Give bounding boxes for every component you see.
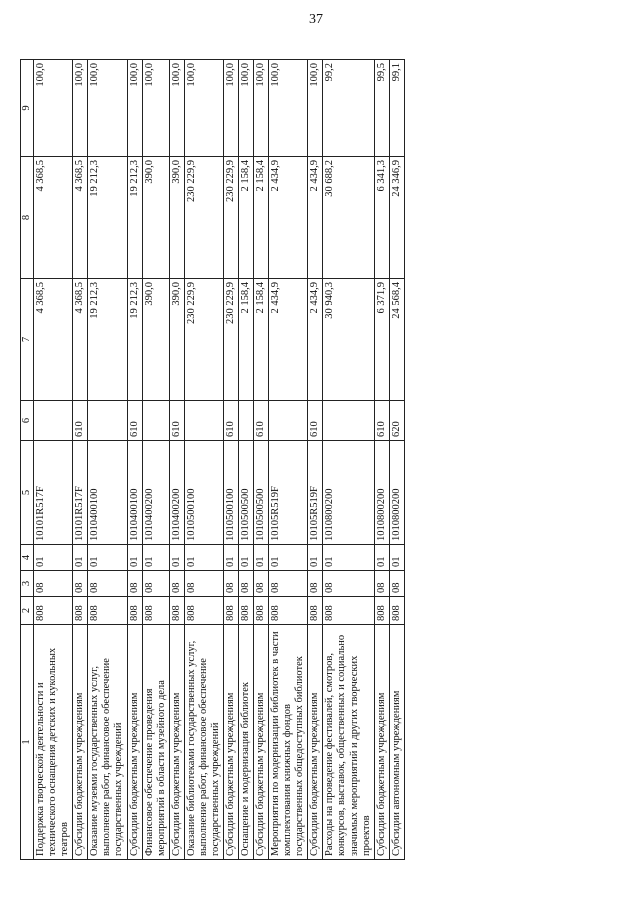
cell-planned: 390,0: [142, 279, 169, 401]
cell-section: 08: [254, 571, 269, 597]
cell-name: Мероприятия по модернизации библиотек в части комплектования книжных фондов государственных общедоступных библиотек: [269, 625, 308, 860]
cell-expense-type: 620: [389, 401, 404, 441]
column-header-4: 4: [21, 545, 34, 571]
cell-ministry: 808: [239, 597, 254, 625]
cell-name: Субсидии бюджетным учреждениям: [374, 625, 389, 860]
table-row: [169, 60, 184, 860]
cell-name: Субсидии бюджетным учреждениям: [308, 625, 323, 860]
cell-ministry: 808: [169, 597, 184, 625]
cell-executed: 4 368,5: [73, 157, 88, 279]
cell-percent: 100,0: [34, 60, 73, 157]
cell-ministry: 808: [269, 597, 308, 625]
cell-target-code: 10101R517F: [73, 441, 88, 545]
rotated-table-wrapper: [20, 60, 492, 860]
cell-target-code: 1010400100: [127, 441, 142, 545]
cell-target-code: 1010500500: [239, 441, 254, 545]
cell-percent: 99,5: [374, 60, 389, 157]
cell-target-code: 1010400200: [169, 441, 184, 545]
cell-planned: 2 434,9: [308, 279, 323, 401]
cell-target-code: 10101R517F: [34, 441, 73, 545]
cell-expense-type: [184, 401, 223, 441]
cell-percent: 100,0: [308, 60, 323, 157]
cell-planned: 4 368,5: [34, 279, 73, 401]
cell-section: 08: [323, 571, 374, 597]
cell-percent: 100,0: [254, 60, 269, 157]
cell-planned: 4 368,5: [73, 279, 88, 401]
cell-ministry: 808: [142, 597, 169, 625]
cell-planned: 30 940,3: [323, 279, 374, 401]
cell-ministry: 808: [184, 597, 223, 625]
header-row: [21, 60, 34, 860]
cell-subsection: 01: [142, 545, 169, 571]
cell-ministry: 808: [34, 597, 73, 625]
cell-name: Расходы на проведение фестивалей, смотров, конкурсов, выставок, общественных и социально значимых мероприятий и других творческих проектов: [323, 625, 374, 860]
cell-target-code: 1010800200: [389, 441, 404, 545]
cell-name: Финансовое обеспечение проведения мероприятий в области музейного дела: [142, 625, 169, 860]
cell-expense-type: [239, 401, 254, 441]
cell-subsection: 01: [389, 545, 404, 571]
cell-name: Оснащение и модернизация библиотек: [239, 625, 254, 860]
cell-expense-type: 610: [308, 401, 323, 441]
cell-subsection: 01: [169, 545, 184, 571]
table-row: [323, 60, 374, 860]
cell-target-code: 10105R519F: [308, 441, 323, 545]
cell-section: 08: [127, 571, 142, 597]
cell-executed: 230 229,9: [184, 157, 223, 279]
cell-section: 08: [269, 571, 308, 597]
cell-ministry: 808: [223, 597, 238, 625]
cell-subsection: 01: [254, 545, 269, 571]
cell-expense-type: [269, 401, 308, 441]
cell-name: Оказание библиотеками государственных услуг, выполнение работ, финансовое обеспечение государственных учреждений: [184, 625, 223, 860]
cell-ministry: 808: [254, 597, 269, 625]
cell-planned: 2 158,4: [239, 279, 254, 401]
cell-ministry: 808: [374, 597, 389, 625]
cell-ministry: 808: [73, 597, 88, 625]
cell-percent: 100,0: [239, 60, 254, 157]
table-body: [34, 60, 405, 860]
cell-section: 08: [169, 571, 184, 597]
cell-planned: 2 434,9: [269, 279, 308, 401]
column-header-6: 6: [21, 401, 34, 441]
cell-expense-type: [88, 401, 127, 441]
cell-subsection: 01: [88, 545, 127, 571]
cell-target-code: 1010800200: [323, 441, 374, 545]
cell-executed: 390,0: [169, 157, 184, 279]
cell-ministry: 808: [389, 597, 404, 625]
table-row: [142, 60, 169, 860]
table-row: [374, 60, 389, 860]
cell-percent: 100,0: [269, 60, 308, 157]
cell-name: Оказание музеями государственных услуг, выполнение работ, финансовое обеспечение государственных учреждений: [88, 625, 127, 860]
table-row: [127, 60, 142, 860]
cell-ministry: 808: [88, 597, 127, 625]
cell-executed: 2 158,4: [239, 157, 254, 279]
column-header-5: 5: [21, 441, 34, 545]
cell-subsection: 01: [127, 545, 142, 571]
cell-ministry: 808: [323, 597, 374, 625]
table-row: [269, 60, 308, 860]
cell-percent: 100,0: [184, 60, 223, 157]
cell-section: 08: [223, 571, 238, 597]
cell-planned: 390,0: [169, 279, 184, 401]
cell-target-code: 1010500500: [254, 441, 269, 545]
table-row: [34, 60, 73, 860]
table-row: [73, 60, 88, 860]
cell-executed: 24 346,9: [389, 157, 404, 279]
cell-planned: 230 229,9: [184, 279, 223, 401]
cell-name: Субсидии бюджетным учреждениям: [73, 625, 88, 860]
cell-subsection: 01: [374, 545, 389, 571]
cell-percent: 100,0: [169, 60, 184, 157]
cell-subsection: 01: [239, 545, 254, 571]
cell-planned: 2 158,4: [254, 279, 269, 401]
cell-target-code: 1010800200: [374, 441, 389, 545]
page-number: 37: [309, 12, 323, 27]
cell-target-code: 1010500100: [184, 441, 223, 545]
cell-section: 08: [389, 571, 404, 597]
cell-executed: 30 688,2: [323, 157, 374, 279]
cell-target-code: 1010500100: [223, 441, 238, 545]
cell-percent: 99,1: [389, 60, 404, 157]
cell-expense-type: 610: [169, 401, 184, 441]
cell-executed: 19 212,3: [127, 157, 142, 279]
cell-percent: 99,2: [323, 60, 374, 157]
cell-target-code: 10105R519F: [269, 441, 308, 545]
cell-name: Субсидии бюджетным учреждениям: [254, 625, 269, 860]
cell-expense-type: 610: [127, 401, 142, 441]
column-header-7: 7: [21, 279, 34, 401]
cell-expense-type: 610: [223, 401, 238, 441]
cell-name: Субсидии бюджетным учреждениям: [127, 625, 142, 860]
table-row: [239, 60, 254, 860]
cell-section: 08: [308, 571, 323, 597]
cell-subsection: 01: [73, 545, 88, 571]
cell-expense-type: [34, 401, 73, 441]
cell-percent: 100,0: [127, 60, 142, 157]
table-row: [223, 60, 238, 860]
cell-name: Субсидии бюджетным учреждениям: [223, 625, 238, 860]
cell-percent: 100,0: [73, 60, 88, 157]
cell-subsection: 01: [308, 545, 323, 571]
cell-target-code: 1010400200: [142, 441, 169, 545]
cell-percent: 100,0: [142, 60, 169, 157]
cell-ministry: 808: [308, 597, 323, 625]
cell-percent: 100,0: [223, 60, 238, 157]
cell-section: 08: [34, 571, 73, 597]
column-header-2: 2: [21, 597, 34, 625]
column-header-8: 8: [21, 157, 34, 279]
column-header-1: 1: [21, 625, 34, 860]
cell-planned: 6 371,9: [374, 279, 389, 401]
cell-subsection: 01: [323, 545, 374, 571]
cell-expense-type: 610: [374, 401, 389, 441]
cell-target-code: 1010400100: [88, 441, 127, 545]
cell-executed: 4 368,5: [34, 157, 73, 279]
cell-name: Субсидии автономным учреждениям: [389, 625, 404, 860]
cell-executed: 390,0: [142, 157, 169, 279]
cell-planned: 19 212,3: [88, 279, 127, 401]
table-row: [308, 60, 323, 860]
table-row: [184, 60, 223, 860]
cell-executed: 19 212,3: [88, 157, 127, 279]
column-header-3: 3: [21, 571, 34, 597]
cell-ministry: 808: [127, 597, 142, 625]
cell-section: 08: [88, 571, 127, 597]
cell-subsection: 01: [269, 545, 308, 571]
table-row: [389, 60, 404, 860]
cell-executed: 2 434,9: [269, 157, 308, 279]
cell-expense-type: 610: [254, 401, 269, 441]
cell-percent: 100,0: [88, 60, 127, 157]
table-row: [254, 60, 269, 860]
cell-executed: 230 229,9: [223, 157, 238, 279]
cell-section: 08: [142, 571, 169, 597]
cell-section: 08: [239, 571, 254, 597]
cell-executed: 2 434,9: [308, 157, 323, 279]
cell-subsection: 01: [184, 545, 223, 571]
cell-section: 08: [73, 571, 88, 597]
cell-name: Субсидии бюджетным учреждениям: [169, 625, 184, 860]
cell-section: 08: [184, 571, 223, 597]
cell-executed: 2 158,4: [254, 157, 269, 279]
table-row: [88, 60, 127, 860]
cell-expense-type: [142, 401, 169, 441]
cell-expense-type: 610: [73, 401, 88, 441]
cell-subsection: 01: [223, 545, 238, 571]
cell-section: 08: [374, 571, 389, 597]
column-header-9: 9: [21, 60, 34, 157]
cell-planned: 24 568,4: [389, 279, 404, 401]
cell-executed: 6 341,3: [374, 157, 389, 279]
cell-planned: 19 212,3: [127, 279, 142, 401]
cell-name: Поддержка творческой деятельности и технического оснащения детских и кукольных театров: [34, 625, 73, 860]
cell-subsection: 01: [34, 545, 73, 571]
budget-table: [20, 59, 405, 860]
cell-expense-type: [323, 401, 374, 441]
cell-planned: 230 229,9: [223, 279, 238, 401]
